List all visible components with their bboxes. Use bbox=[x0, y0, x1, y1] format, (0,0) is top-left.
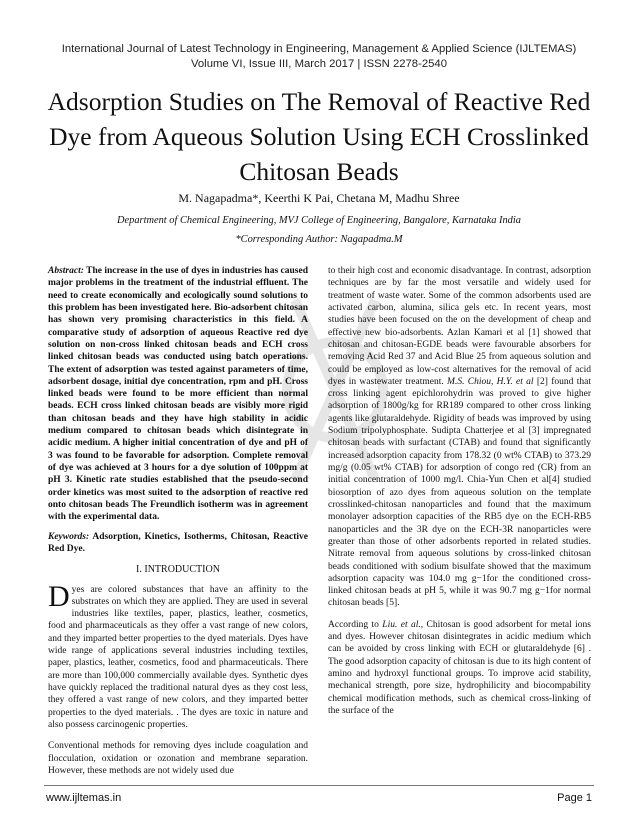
intro-paragraph-4-text: , Chitosan is good adsorbent for metal ions and dyes. However chitosan disintegrates in acidic medium which can be avoided by cross linking with ECH or glutaraldehyde [6] . The good adsorption capacity of chitosan is due to its high content of amino and hydroxyl functional groups. To improve acid stability, mechanical strength, pore size, hydrophilicity and biocompability chemical modification methods, such as chemical cross-linking of the surface of the bbox=[328, 619, 591, 716]
paper-affiliation: Department of Chemical Engineering, MVJ College of Engineering, Bangalore, Karnataka India bbox=[117, 215, 521, 226]
footer-divider bbox=[44, 785, 594, 786]
intro-paragraph-3-text-b: [2] found that cross linking agent epichlorohydrin was proved to give higher adsorption of 1800g/kg for RR189 compared to other cross linking agents like glutaraldehyde. Rigidity of beads was improved by using Sodium tripolyphosphate. Sudipta Chatterjee et al [3] impregnated chitosan beads with surfactant (CTAB) and found that significantly increased adsorption capacity from 178.32 (0 wt% CTAB) to 373.29 mg/g (0.05 wt% CTAB) for adsorption of congo red (CR) from an initial concentration of 1000 mg/l. Chia-Yun Chen et al[4] studied biosorption of azo dyes from aqueous solution on the template crosslinked-chitosan nanoparticles and found that the maximum monolayer adsorption capacities of the RB5 dye on the ECH-RB5 nanoparticles and the 3R dye on the ECH-3R nanoparticles were greater than those of other adsorbents reported in related studies. Nitrate removal from aqueous solutions by cross-linked chitosan beads conditioned with sodium bisulfate showed that the maximum adsorption capacity was 104.0 mg g−1for the conditioned cross-linked chitosan beads at pH 5, while it was 90.7 mg g−1for normal chitosan beads [5]. bbox=[328, 376, 591, 609]
keywords-text: Adsorption, Kinetics, Isotherms, Chitosan, Reactive Red Dye. bbox=[48, 531, 308, 554]
citation-chiou: M.S. Chiou, H.Y. et al bbox=[447, 376, 534, 387]
intro-paragraph-1-text: yes are colored substances that have an affinity to the substrates on which they are applied. They are used in several industries like textiles, paper, plastics, leather, cosmetics, food and pharmaceuticals as they offer a vast range of new colors, and they imparted better properties to the dyed materials. Dyes have wide range of applications several industries including textiles, paper, plastics, leather, cosmetics, food and pharmaceuticals. There are more than 100,000 commercially available dyes. Synthetic dyes have quickly replaced the traditional natural dyes as they cost less, they offered a vast range of new colors, and they imparted better properties to the dyed materials. . The dyes are toxic in nature and also possess carcinogenic properties. bbox=[48, 584, 308, 730]
paper-title: Adsorption Studies on The Removal of Reactive Red Dye from Aqueous Solution Using ECH Crosslinked Chitosan Beads bbox=[47, 87, 591, 186]
right-column bbox=[328, 265, 591, 717]
intro-paragraph-2: Conventional methods for removing dyes include coagulation and flocculation, oxidation or ozonation and membrane separation. However, these methods are not widely used due bbox=[48, 741, 308, 776]
corresponding-author: *Corresponding Author: Nagapadma.M bbox=[235, 234, 403, 245]
journal-volume: Volume VI, Issue III, March 2017 | ISSN 2278-2540 bbox=[190, 58, 447, 70]
intro-paragraph-1 bbox=[48, 579, 308, 732]
journal-name: International Journal of Latest Technology in Engineering, Management & Applied Science (IJLTEMAS) bbox=[61, 43, 577, 55]
journal-header bbox=[0, 42, 638, 72]
footer-website-link[interactable]: www.ijltemas.in bbox=[46, 792, 122, 804]
intro-paragraph-4-pre: According to bbox=[328, 619, 383, 630]
footer-page-number: Page 1 bbox=[557, 792, 592, 804]
intro-paragraph-3 bbox=[328, 265, 591, 610]
paper-authors: M. Nagapadma*, Keerthi K Pai, Chetana M, Madhu Shree bbox=[178, 191, 460, 205]
drop-cap: D bbox=[48, 579, 70, 613]
abstract-text: The increase in the use of dyes in industries has caused major problems in the treatment of the industrial effluent. The need to create economically and ecologically sound solutions to this problem has been investigated here. Bio-adsorbent chitosan has shown very promising characteristics in this field. A comparative study of adsorption of aqueous Reactive red dye solution on non-cross linked chitosan beads and ECH cross linked chitosan beads was conducted using batch operations. The extent of adsorption was tested against parameters of time, adsorbent dosage, initial dye concentration, rpm and pH. Cross linked beads were found to be more efficient than normal beads. ECH cross linked chitosan beads are visibly more rigid than chitosan beads and they have high stability in acidic medium compared to chitosan beads which disintegrate in acidic medium. A higher initial concentration of dye and pH of 3 was found to be favorable for adsorption. Complete removal of dye was achieved at 3 hours for a dye solution of 100ppm at pH 3. Kinetic rate studies established that the pseudo-second order kinetics was most suited to the adsorption of reactive red onto chitosan beads The Freundlich isotherm was in agreement with the experimental data. bbox=[48, 266, 308, 523]
left-column bbox=[48, 265, 308, 777]
intro-paragraph-4 bbox=[328, 619, 591, 718]
intro-paragraph-3-text-a: to their high cost and economic disadvantage. In contrast, adsorption techniques are by far the most versatile and widely used for treatment of waste water. Some of the common adsorbents used are activated carbon, alumina, silica gels etc. In recent years, most studies have been focused on the on the development of cheap and effective new bio-adsorbents. Azlan Kamari et al [1] showed that chitosan and chitosan-EGDE beads were favourable absorbers for removing Acid Red 37 and Acid Blue 25 from aqueous solution and could be employed as low-cost alternatives for the removal of acid dyes in wastewater treatment. bbox=[328, 266, 591, 387]
keywords bbox=[48, 531, 308, 556]
section-heading-introduction: I. INTRODUCTION bbox=[136, 564, 220, 576]
abstract bbox=[48, 265, 308, 524]
keywords-label: Keywords: bbox=[48, 531, 90, 542]
abstract-label: Abstract: bbox=[48, 266, 84, 276]
citation-liu: Liu. et al. bbox=[382, 619, 421, 630]
